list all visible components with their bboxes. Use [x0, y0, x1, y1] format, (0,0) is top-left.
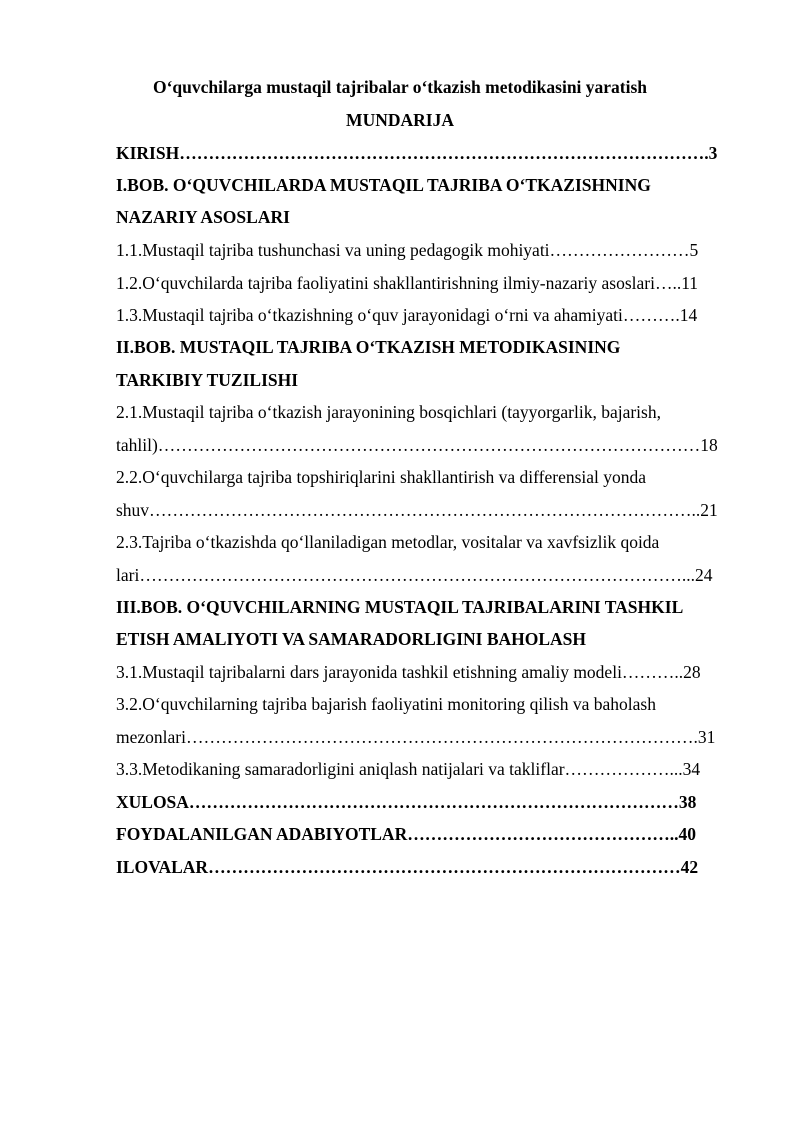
toc-entry-2-3: 2.3.Tajriba o‘tkazishda qo‘llaniladigan metodlar, vositalar va xavfsizlik qoida	[116, 532, 660, 552]
toc-chapter-3-title-cont: ETISH AMALIYOTI VA SAMARADORLIGINI BAHOLASH	[116, 629, 587, 649]
toc-chapter-2-title: II.BOB. MUSTAQIL TAJRIBA O‘TKAZISH METODIKASINING	[116, 337, 621, 357]
toc-entry-1-1: 1.1.Mustaqil tajriba tushunchasi va uning pedagogik mohiyati……………………5	[116, 240, 699, 260]
toc-chapter-3-title: III.BOB. O‘QUVCHILARNING MUSTAQIL TAJRIBALARINI TASHKIL	[116, 597, 684, 617]
toc-entry-3-3: 3.3.Metodikaning samaradorligini aniqlash natijalari va takliflar………………...34	[116, 759, 701, 779]
toc-chapter-2-title-cont: TARKIBIY TUZILISHI	[116, 370, 299, 390]
toc-entry-2-3-cont: lari…………………………………………………………………………………...24	[116, 565, 713, 585]
toc-entry-1-2: 1.2.O‘quvchilarda tajriba faoliyatini shakllantirishning ilmiy-nazariy asoslari…..11	[116, 273, 699, 293]
toc-entry-2-2: 2.2.O‘quvchilarga tajriba topshiriqlarini shakllantirish va differensial yonda	[116, 467, 647, 487]
toc-entry-3-1: 3.1.Mustaqil tajribalarni dars jarayonida tashkil etishning amaliy modeli………..28	[116, 662, 701, 682]
toc-chapter-1-title-cont: NAZARIY ASOSLARI	[116, 207, 290, 227]
toc-entry-1-3: 1.3.Mustaqil tajriba o‘tkazishning o‘quv jarayonidagi o‘rni va ahamiyati……….14	[116, 305, 698, 325]
toc-entry-3-2: 3.2.O‘quvchilarning tajriba bajarish faoliyatini monitoring qilish va baholash	[116, 694, 656, 714]
toc-entry-kirish: KIRISH……………………………………………………………………………….3	[116, 143, 718, 163]
contents-heading: MUNDARIJA	[346, 110, 454, 130]
document-title: O‘quvchilarga mustaqil tajribalar o‘tkazish metodikasini yaratish	[152, 77, 648, 97]
toc-entry-3-2-cont: mezonlari…………………………………………………………………………….31	[116, 727, 716, 747]
toc-chapter-1-title: I.BOB. O‘QUVCHILARDA MUSTAQIL TAJRIBA O‘TKAZISHNING	[116, 175, 651, 195]
toc-entry-2-1: 2.1.Mustaqil tajriba o‘tkazish jarayonining bosqichlari (tayyorgarlik, bajarish,	[116, 402, 661, 422]
toc-entry-ilovalar: ILOVALAR………………………………………………………………………42	[116, 857, 699, 877]
toc-entry-2-2-cont: shuv…………………………………………………………………………………..21	[116, 500, 718, 520]
toc-entry-2-1-cont: tahlil)…………………………………………………………………………………18	[116, 435, 718, 455]
toc-entry-adabiyotlar: FOYDALANILGAN ADABIYOTLAR………………………………………..40	[116, 824, 696, 844]
toc-entry-xulosa: XULOSA…………………………………………………………………………38	[116, 792, 697, 812]
